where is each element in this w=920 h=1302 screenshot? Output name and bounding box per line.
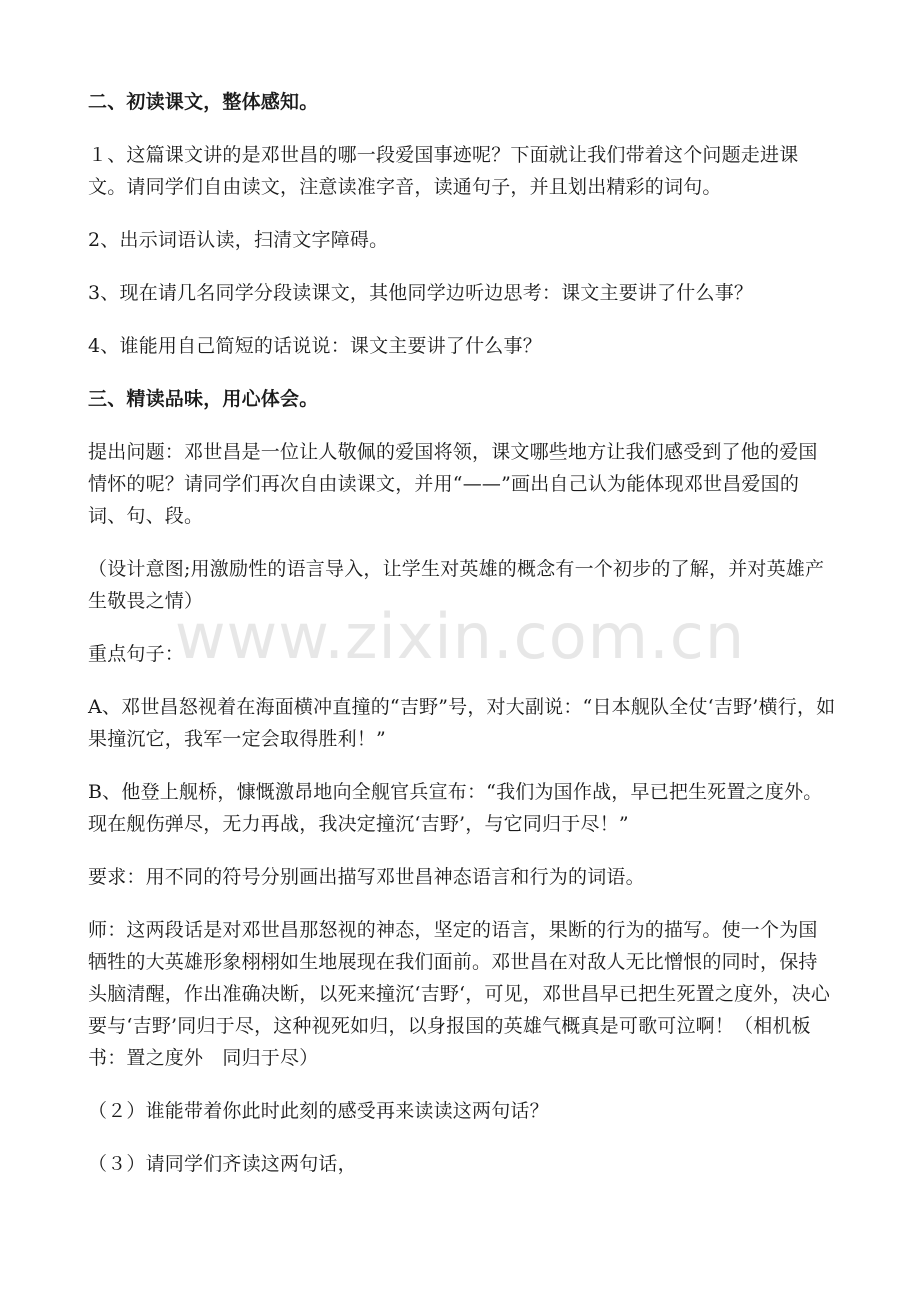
paragraph: 提出问题：邓世昌是一位让人敬佩的爱国将领，课文哪些地方让我们感受到了他的爱国情怀的呢？请同学们再次自由读课文，并用“——”画出自己认为能体现邓世昌爱国的词、句、段。 (88, 441, 818, 527)
paragraph: A、邓世昌怒视着在海面横冲直撞的“吉野”号，对大副说：“日本舰队全仗‘吉野’横行，如果撞沉它，我军一定会取得胜利！” (88, 696, 836, 750)
paragraph: １、这篇课文讲的是邓世昌的哪一段爱国事迹呢？下面就让我们带着这个问题走进课文。请同学们自由读文，注意读准字音，读通句子，并且划出精彩的词句。 (88, 144, 799, 198)
paragraph: 师：这两段话是对邓世昌那怒视的神态，坚定的语言，果断的行为的描写。使一个为国牺牲的大英雄形象栩栩如生地展现在我们面前。邓世昌在对敌人无比憎恨的同时，保持头脑清醒，作出准确决断，以死来撞沉‘吉野‘，可见，邓世昌早已把生死置之度外，决心要与‘吉野’同归于尽，这种视死如归，以身报国的英雄气概真是可歌可泣啊！（相机板书：置之度外 同归于尽） (88, 919, 831, 1069)
watermark: www.zixin.com.cn (174, 600, 746, 673)
paragraph: 3、现在请几名同学分段读课文，其他同学边听边思考：课文主要讲了什么事？ (88, 282, 754, 304)
paragraph: 2、出示词语认读，扫清文字障碍。 (88, 229, 389, 251)
section-heading: 二、初读课文，整体感知。 (88, 91, 319, 113)
paragraph: （设计意图;用激励性的语言导入，让学生对英雄的概念有一个初步的了解，并对英雄产生敬畏之情） (88, 558, 825, 612)
paragraph: （３）请同学们齐读这两句话， (88, 1153, 357, 1175)
paragraph: B、他登上舰桥，慷慨激昂地向全舰官兵宣布：“我们为国作战，早已把生死置之度外。现在舰伤弹尽，无力再战，我决定撞沉‘吉野’，与它同归于尽！” (88, 781, 823, 835)
paragraph: （２）谁能带着你此时此刻的感受再来读读这两句话？ (88, 1100, 549, 1122)
section-heading: 三、精读品味，用心体会。 (88, 388, 319, 410)
paragraph: 要求：用不同的符号分别画出描写邓世昌神态语言和行为的词语。 (88, 866, 645, 888)
paragraph: 4、谁能用自己简短的话说说：课文主要讲了什么事？ (88, 335, 542, 357)
document-body (88, 86, 836, 1180)
paragraph: 重点句子： (88, 643, 185, 665)
